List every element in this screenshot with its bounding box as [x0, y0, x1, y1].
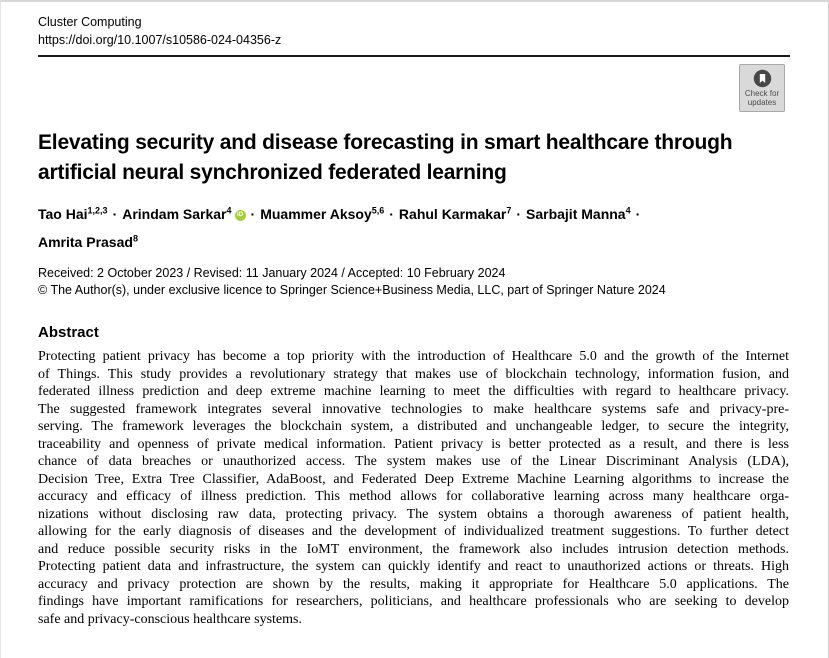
- orcid-icon[interactable]: iD: [235, 210, 246, 221]
- author-affiliation-superscript: 8: [132, 233, 138, 244]
- author-name: Tao Hai$^{1,2,3}$: [38, 205, 108, 222]
- abstract-line: federated illness prediction and deep extreme machine learning to meet the difficulties with regard to healthcare privacy.: [38, 384, 789, 399]
- abstract-line: Decision Tree, Extra Tree Classifier, AdaBoost, and Federated Deep Extreme Machine Learning algorithms to increase the: [38, 471, 789, 487]
- author-name: Amrita Prasad$^8$: [38, 233, 138, 251]
- abstract-line: accuracy and privacy protection are shown by the results, making it appropriate for Healthcare 5.0 applications. The: [38, 576, 789, 592]
- abstract-line: allowing for the early diagnosis of diseases and the development of individualized treatment suggestions. To further detect: [38, 524, 789, 539]
- author-separator: ·: [250, 205, 256, 222]
- abstract-line: Protecting patient privacy has become a top priority with the introduction of Healthcare 5.0 and the growth of the Internet: [38, 349, 789, 364]
- abstract-line: nizations without disclosing raw data, protecting privacy. The system obtains a thorough awareness of patient health,: [38, 506, 789, 522]
- abstract-line: safe and privacy-conscious healthcare systems.: [38, 611, 302, 627]
- history-line: Received: 2 October 2023 / Revised: 11 January 2024 / Accepted: 10 February 2024: [38, 266, 506, 280]
- author-affiliation-superscript: 4: [625, 205, 631, 215]
- author-separator: ·: [112, 205, 118, 222]
- check-for-updates-badge[interactable]: [739, 64, 785, 112]
- abstract-line: Protecting patient data and infrastructure, the system can quickly identify and react to unauthorized actions or threats. High: [38, 559, 789, 574]
- doi-link[interactable]: https://doi.org/10.1007/s10586-024-04356-z: [38, 33, 282, 47]
- paper-title-line: artificial neural synchronized federated learning: [38, 161, 507, 185]
- author-list: [38, 198, 789, 255]
- badge-label-line1: Check for: [744, 89, 780, 98]
- author-separator: ·: [516, 205, 521, 222]
- abstract-body: [38, 348, 789, 628]
- abstract-line: and reduce possible security risks in the IoMT environment, the framework also includes intrusion detection methods.: [38, 541, 789, 557]
- author-name: Arindam Sarkar$^4$: [122, 205, 232, 222]
- paper-title: [38, 128, 789, 188]
- abstract-section: [38, 324, 789, 628]
- badge-label-line2: updates: [747, 98, 777, 107]
- abstract-line: serving. The framework leverages the blockchain system, a distributed and unchangeable ledger, to secure the integrity,: [38, 419, 789, 434]
- author-affiliation-superscript: 4: [226, 205, 232, 215]
- author-separator: ·: [389, 205, 394, 222]
- header-divider: [38, 55, 790, 57]
- crossmark-icon: [753, 69, 772, 88]
- author-separator: ·: [635, 205, 641, 222]
- abstract-heading: Abstract: [38, 324, 99, 341]
- author-affiliation-superscript: 7: [506, 205, 512, 215]
- author-affiliation-superscript: 1,2,3: [87, 205, 108, 215]
- author-affiliation-superscript: 5,6: [371, 205, 385, 215]
- abstract-line: accuracy and efficacy of illness prediction. This method allows for collaborative learning across many healthcare orga-: [38, 489, 789, 504]
- abstract-line: chance of data breaches or unauthorized access. The system makes use of the Linear Discriminant Analysis (LDA),: [38, 454, 789, 469]
- author-name: Rahul Karmakar$^7$: [398, 205, 512, 222]
- abstract-line: findings have important ramifications for researchers, politicians, and healthcare professionals who are seeking to develop: [38, 594, 789, 609]
- copyright-line: © The Author(s), under exclusive licence to Springer Science+Business Media, LLC, part of Springer Nature 2024: [38, 283, 666, 297]
- journal-name: Cluster Computing: [38, 15, 142, 29]
- abstract-line: of Things. This study provides a revolutionary strategy that makes use of blockchain technology, information fusion, and: [38, 366, 789, 382]
- paper-title-line: Elevating security and disease forecasting in smart healthcare through: [38, 131, 733, 155]
- author-name: Sarbajit Manna$^4$: [526, 205, 631, 222]
- abstract-line: traceability and openness of private medical information. Patient privacy is better protected as a result, and there is less: [38, 436, 789, 452]
- author-name: Muammer Aksoy$^{5,6}$: [260, 205, 385, 222]
- abstract-line: The suggested framework integrates several innovative technologies to make healthcare systems safe and privacy-pre-: [38, 401, 789, 417]
